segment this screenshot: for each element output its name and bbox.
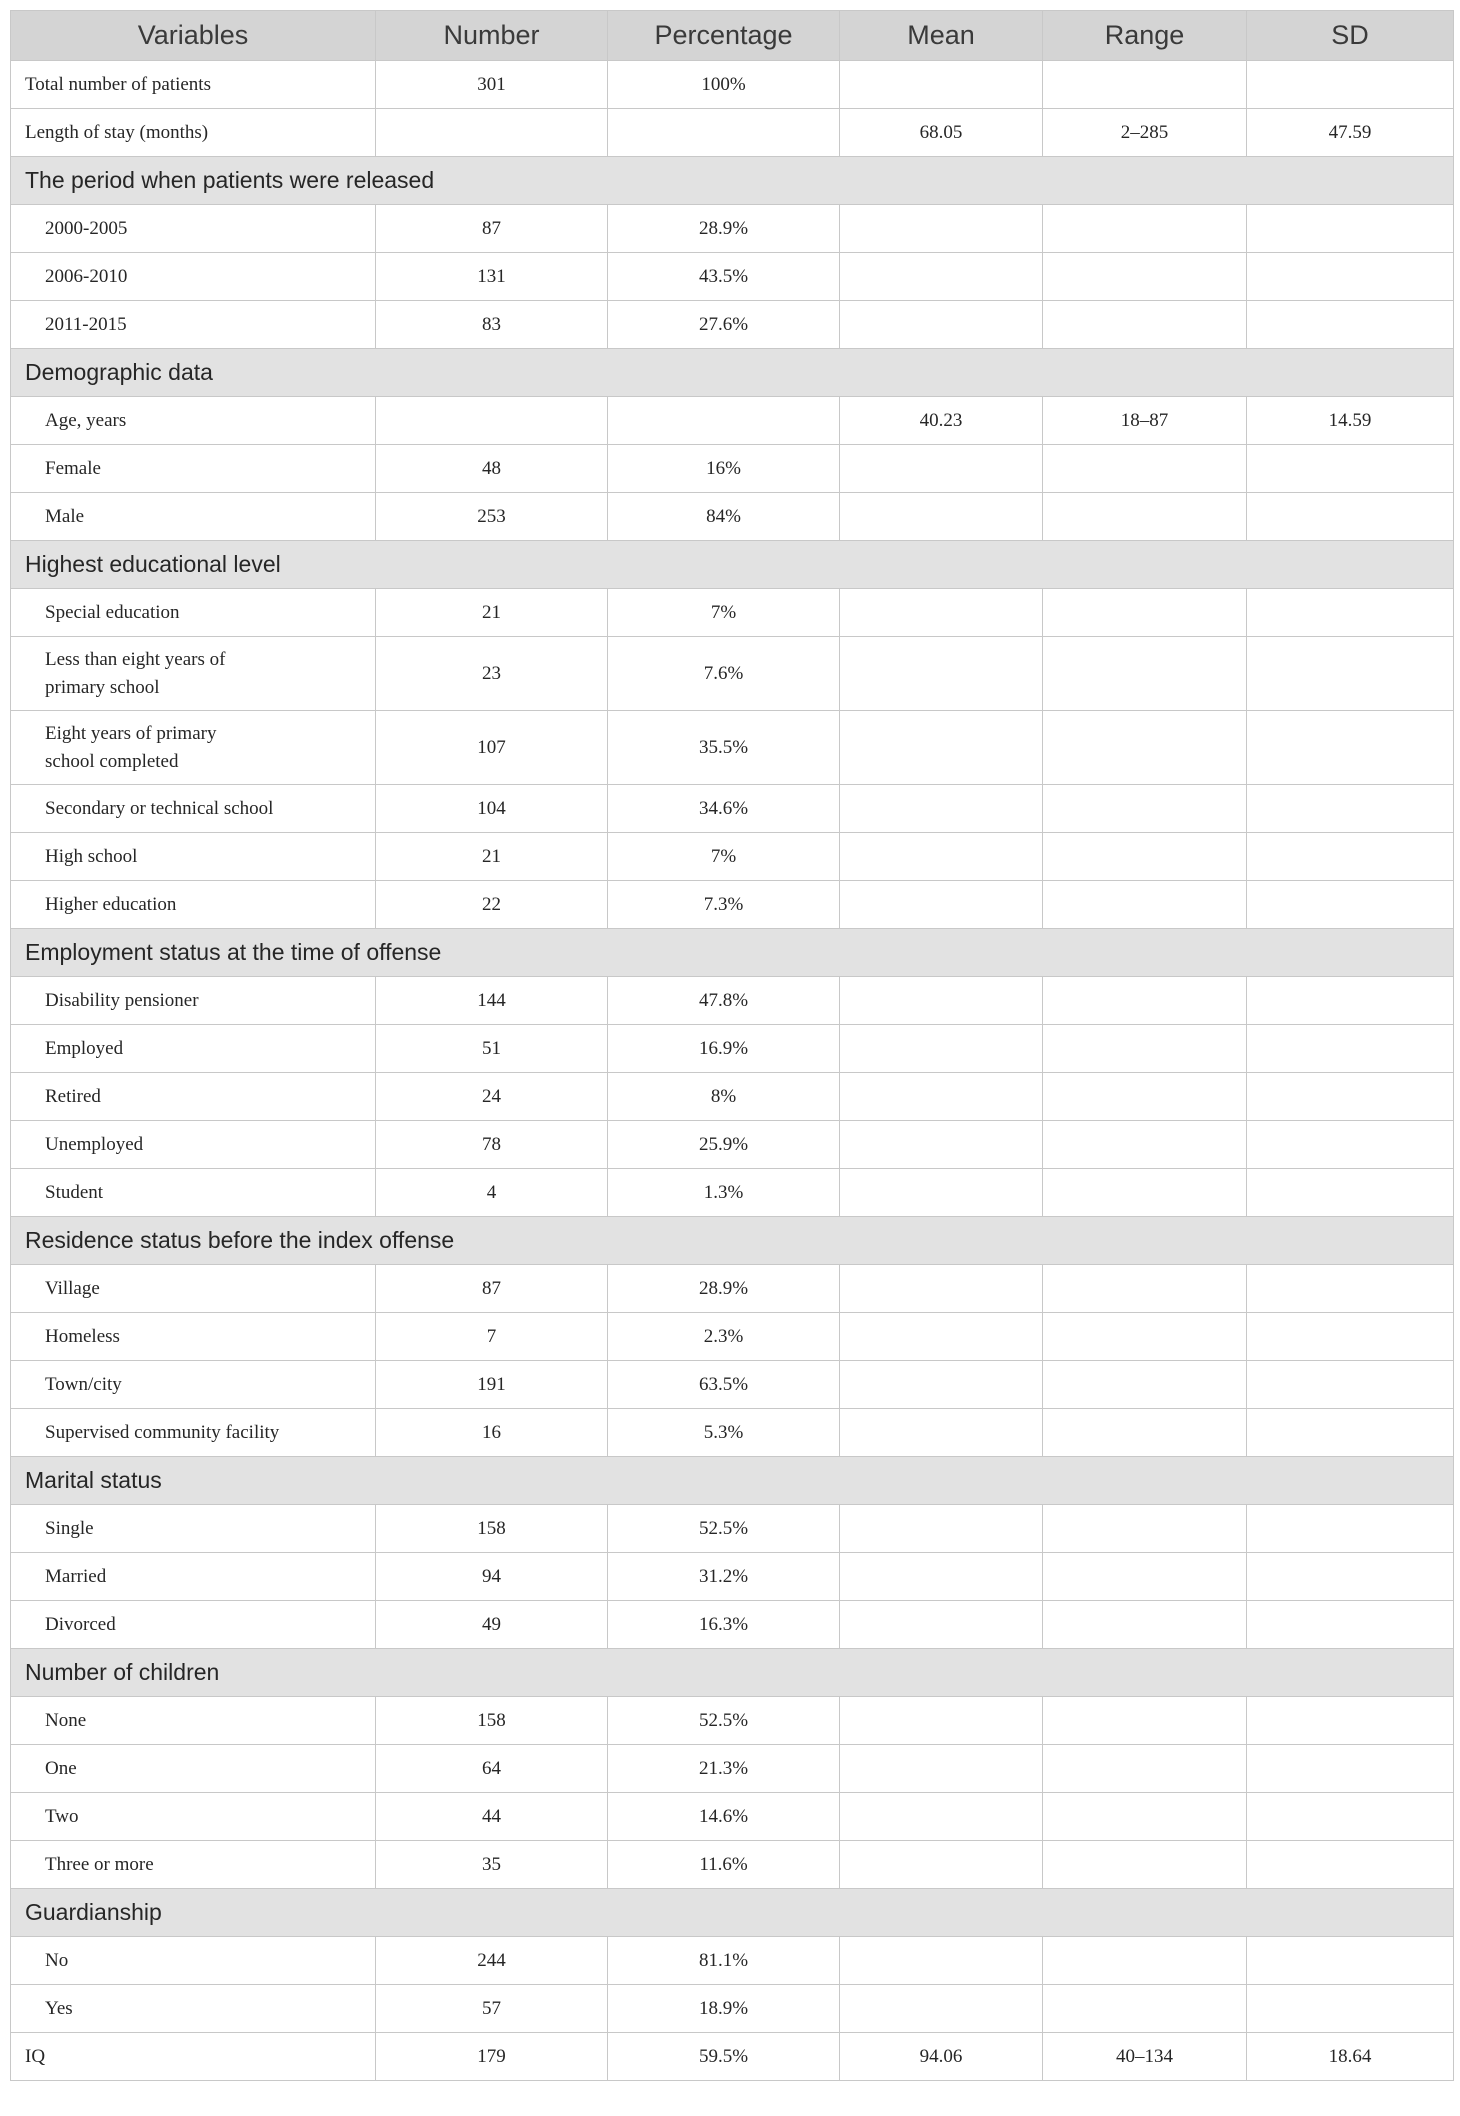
cell-sd (1247, 711, 1454, 785)
cell-sd (1247, 637, 1454, 711)
cell-sd (1247, 1601, 1454, 1649)
cell-sd: 47.59 (1247, 109, 1454, 157)
cell-range (1043, 1361, 1247, 1409)
cell-mean (840, 1937, 1043, 1985)
header-variables: Variables (11, 11, 376, 61)
cell-range (1043, 977, 1247, 1025)
cell-variable: Divorced (11, 1601, 376, 1649)
cell-mean (840, 61, 1043, 109)
section-title: Residence status before the index offense (11, 1217, 1454, 1265)
cell-percentage: 28.9% (608, 205, 840, 253)
section-header-row (11, 929, 1454, 977)
cell-number: 107 (376, 711, 608, 785)
cell-range: 18–87 (1043, 397, 1247, 445)
cell-variable (11, 637, 376, 711)
cell-number: 21 (376, 833, 608, 881)
cell-percentage: 52.5% (608, 1697, 840, 1745)
table-row (11, 1505, 1454, 1553)
section-header-row (11, 349, 1454, 397)
cell-sd (1247, 253, 1454, 301)
cell-mean (840, 253, 1043, 301)
cell-percentage: 16.9% (608, 1025, 840, 1073)
cell-sd (1247, 1121, 1454, 1169)
cell-range (1043, 1073, 1247, 1121)
table-row (11, 253, 1454, 301)
cell-range (1043, 1313, 1247, 1361)
cell-sd (1247, 1313, 1454, 1361)
table-row (11, 1313, 1454, 1361)
cell-sd (1247, 1841, 1454, 1889)
cell-range: 40–134 (1043, 2033, 1247, 2081)
cell-mean (840, 1409, 1043, 1457)
cell-variable: Town/city (11, 1361, 376, 1409)
cell-variable: Disability pensioner (11, 977, 376, 1025)
table-container (10, 10, 1453, 2081)
cell-variable: None (11, 1697, 376, 1745)
cell-mean (840, 445, 1043, 493)
cell-percentage: 81.1% (608, 1937, 840, 1985)
cell-percentage: 7% (608, 589, 840, 637)
cell-percentage: 100% (608, 61, 840, 109)
cell-sd (1247, 785, 1454, 833)
table-row (11, 1985, 1454, 2033)
cell-range (1043, 1505, 1247, 1553)
header-row (11, 11, 1454, 61)
cell-sd: 18.64 (1247, 2033, 1454, 2081)
cell-sd (1247, 1745, 1454, 1793)
cell-sd: 14.59 (1247, 397, 1454, 445)
table-row (11, 1697, 1454, 1745)
cell-percentage: 31.2% (608, 1553, 840, 1601)
table-row (11, 1409, 1454, 1457)
cell-variable: Employed (11, 1025, 376, 1073)
cell-sd (1247, 1505, 1454, 1553)
cell-percentage: 7.6% (608, 637, 840, 711)
cell-range (1043, 637, 1247, 711)
cell-mean: 40.23 (840, 397, 1043, 445)
cell-number: 21 (376, 589, 608, 637)
cell-range (1043, 589, 1247, 637)
cell-sd (1247, 881, 1454, 929)
cell-mean (840, 1697, 1043, 1745)
cell-variable: Higher education (11, 881, 376, 929)
section-title: The period when patients were released (11, 157, 1454, 205)
cell-variable: Special education (11, 589, 376, 637)
cell-sd (1247, 61, 1454, 109)
table-row (11, 1169, 1454, 1217)
cell-variable: 2000-2005 (11, 205, 376, 253)
cell-mean (840, 881, 1043, 929)
cell-variable: One (11, 1745, 376, 1793)
cell-variable: 2011-2015 (11, 301, 376, 349)
cell-variable: Village (11, 1265, 376, 1313)
cell-mean (840, 1841, 1043, 1889)
cell-range (1043, 711, 1247, 785)
table-row (11, 1025, 1454, 1073)
cell-number: 158 (376, 1697, 608, 1745)
cell-variable: 2006-2010 (11, 253, 376, 301)
cell-mean (840, 1553, 1043, 1601)
cell-number: 158 (376, 1505, 608, 1553)
header-mean: Mean (840, 11, 1043, 61)
section-title: Highest educational level (11, 541, 1454, 589)
cell-number: 48 (376, 445, 608, 493)
cell-variable: Secondary or technical school (11, 785, 376, 833)
cell-number (376, 397, 608, 445)
cell-percentage (608, 109, 840, 157)
cell-range (1043, 785, 1247, 833)
cell-number: 7 (376, 1313, 608, 1361)
cell-sd (1247, 445, 1454, 493)
cell-range (1043, 253, 1247, 301)
cell-percentage: 35.5% (608, 711, 840, 785)
cell-range (1043, 61, 1247, 109)
cell-range (1043, 1937, 1247, 1985)
cell-mean (840, 1073, 1043, 1121)
cell-variable: Unemployed (11, 1121, 376, 1169)
table-row (11, 711, 1454, 785)
cell-mean: 94.06 (840, 2033, 1043, 2081)
cell-variable: Female (11, 445, 376, 493)
cell-number: 16 (376, 1409, 608, 1457)
cell-sd (1247, 205, 1454, 253)
cell-range (1043, 1985, 1247, 2033)
cell-variable: Supervised community facility (11, 1409, 376, 1457)
cell-number: 23 (376, 637, 608, 711)
cell-percentage: 21.3% (608, 1745, 840, 1793)
cell-variable: High school (11, 833, 376, 881)
header-percentage: Percentage (608, 11, 840, 61)
cell-mean (840, 785, 1043, 833)
table-row (11, 1601, 1454, 1649)
section-header-row (11, 541, 1454, 589)
table-row (11, 2033, 1454, 2081)
cell-variable: Total number of patients (11, 61, 376, 109)
cell-percentage: 7% (608, 833, 840, 881)
cell-range (1043, 1841, 1247, 1889)
cell-variable: IQ (11, 2033, 376, 2081)
cell-sd (1247, 589, 1454, 637)
cell-number: 94 (376, 1553, 608, 1601)
cell-range (1043, 1169, 1247, 1217)
cell-mean (840, 833, 1043, 881)
cell-mean (840, 1025, 1043, 1073)
cell-sd (1247, 1793, 1454, 1841)
cell-variable: Age, years (11, 397, 376, 445)
table-row (11, 493, 1454, 541)
cell-percentage: 47.8% (608, 977, 840, 1025)
cell-variable: Homeless (11, 1313, 376, 1361)
section-header-row (11, 1217, 1454, 1265)
cell-number: 131 (376, 253, 608, 301)
cell-variable: Single (11, 1505, 376, 1553)
cell-sd (1247, 1697, 1454, 1745)
cell-number: 191 (376, 1361, 608, 1409)
cell-number: 78 (376, 1121, 608, 1169)
table-row (11, 301, 1454, 349)
cell-range (1043, 1745, 1247, 1793)
header-number: Number (376, 11, 608, 61)
cell-sd (1247, 1169, 1454, 1217)
section-title: Guardianship (11, 1889, 1454, 1937)
cell-number: 179 (376, 2033, 608, 2081)
cell-percentage: 11.6% (608, 1841, 840, 1889)
cell-number: 104 (376, 785, 608, 833)
cell-mean (840, 1505, 1043, 1553)
table-body (11, 61, 1454, 2081)
cell-number: 49 (376, 1601, 608, 1649)
cell-range (1043, 445, 1247, 493)
cell-percentage: 16% (608, 445, 840, 493)
cell-sd (1247, 301, 1454, 349)
cell-variable: Length of stay (months) (11, 109, 376, 157)
cell-range (1043, 205, 1247, 253)
cell-number: 22 (376, 881, 608, 929)
cell-percentage: 25.9% (608, 1121, 840, 1169)
cell-number: 57 (376, 1985, 608, 2033)
cell-mean (840, 589, 1043, 637)
cell-percentage: 2.3% (608, 1313, 840, 1361)
cell-number: 44 (376, 1793, 608, 1841)
table-row (11, 1073, 1454, 1121)
section-header-row (11, 157, 1454, 205)
cell-number: 64 (376, 1745, 608, 1793)
cell-sd (1247, 833, 1454, 881)
cell-number: 87 (376, 205, 608, 253)
cell-mean (840, 301, 1043, 349)
cell-number: 83 (376, 301, 608, 349)
cell-number: 301 (376, 61, 608, 109)
cell-mean (840, 1169, 1043, 1217)
table-row (11, 445, 1454, 493)
section-title: Number of children (11, 1649, 1454, 1697)
cell-range (1043, 1601, 1247, 1649)
table-header (11, 11, 1454, 61)
section-title: Marital status (11, 1457, 1454, 1505)
cell-percentage: 7.3% (608, 881, 840, 929)
table-row (11, 881, 1454, 929)
cell-variable-text: Eight years of primary school completed (45, 722, 217, 772)
table-row (11, 205, 1454, 253)
table-row (11, 109, 1454, 157)
cell-mean (840, 1361, 1043, 1409)
cell-mean (840, 205, 1043, 253)
table-row (11, 1265, 1454, 1313)
cell-sd (1247, 1025, 1454, 1073)
cell-range (1043, 1793, 1247, 1841)
cell-percentage: 63.5% (608, 1361, 840, 1409)
cell-number: 253 (376, 493, 608, 541)
cell-range (1043, 493, 1247, 541)
header-sd: SD (1247, 11, 1454, 61)
cell-mean (840, 1313, 1043, 1361)
cell-percentage: 18.9% (608, 1985, 840, 2033)
cell-mean (840, 1265, 1043, 1313)
cell-range (1043, 1121, 1247, 1169)
cell-mean (840, 977, 1043, 1025)
cell-number: 244 (376, 1937, 608, 1985)
cell-mean (840, 1121, 1043, 1169)
table-row (11, 1745, 1454, 1793)
cell-variable: Three or more (11, 1841, 376, 1889)
cell-sd (1247, 1937, 1454, 1985)
cell-percentage: 5.3% (608, 1409, 840, 1457)
table-row (11, 977, 1454, 1025)
section-title: Demographic data (11, 349, 1454, 397)
cell-variable: Student (11, 1169, 376, 1217)
table-row (11, 1793, 1454, 1841)
cell-percentage: 59.5% (608, 2033, 840, 2081)
section-header-row (11, 1889, 1454, 1937)
table-row (11, 1841, 1454, 1889)
table-row (11, 1553, 1454, 1601)
cell-sd (1247, 493, 1454, 541)
cell-mean: 68.05 (840, 109, 1043, 157)
cell-percentage: 16.3% (608, 1601, 840, 1649)
table-row (11, 589, 1454, 637)
cell-percentage: 27.6% (608, 301, 840, 349)
cell-number: 144 (376, 977, 608, 1025)
cell-number: 87 (376, 1265, 608, 1313)
cell-range (1043, 1025, 1247, 1073)
cell-percentage: 43.5% (608, 253, 840, 301)
cell-range (1043, 1553, 1247, 1601)
cell-range: 2–285 (1043, 109, 1247, 157)
cell-number: 4 (376, 1169, 608, 1217)
cell-variable: Two (11, 1793, 376, 1841)
cell-mean (840, 637, 1043, 711)
cell-percentage: 34.6% (608, 785, 840, 833)
cell-percentage: 14.6% (608, 1793, 840, 1841)
cell-sd (1247, 1361, 1454, 1409)
cell-sd (1247, 1553, 1454, 1601)
section-header-row (11, 1649, 1454, 1697)
cell-variable: No (11, 1937, 376, 1985)
cell-range (1043, 833, 1247, 881)
cell-variable: Yes (11, 1985, 376, 2033)
cell-percentage: 84% (608, 493, 840, 541)
cell-percentage (608, 397, 840, 445)
cell-mean (840, 711, 1043, 785)
cell-range (1043, 1409, 1247, 1457)
cell-range (1043, 301, 1247, 349)
cell-variable-text: Less than eight years of primary school (45, 648, 226, 698)
cell-mean (840, 1601, 1043, 1649)
cell-variable: Retired (11, 1073, 376, 1121)
cell-number: 35 (376, 1841, 608, 1889)
cell-sd (1247, 977, 1454, 1025)
cell-number: 51 (376, 1025, 608, 1073)
cell-number: 24 (376, 1073, 608, 1121)
table-row (11, 1121, 1454, 1169)
cell-range (1043, 1265, 1247, 1313)
section-header-row (11, 1457, 1454, 1505)
table-row (11, 637, 1454, 711)
section-title: Employment status at the time of offense (11, 929, 1454, 977)
cell-percentage: 1.3% (608, 1169, 840, 1217)
cell-variable (11, 711, 376, 785)
header-range: Range (1043, 11, 1247, 61)
table-row (11, 833, 1454, 881)
cell-range (1043, 881, 1247, 929)
cell-mean (840, 1793, 1043, 1841)
cell-range (1043, 1697, 1247, 1745)
table-row (11, 61, 1454, 109)
table-row (11, 397, 1454, 445)
cell-variable: Male (11, 493, 376, 541)
cell-percentage: 28.9% (608, 1265, 840, 1313)
cell-sd (1247, 1073, 1454, 1121)
table-row (11, 1361, 1454, 1409)
cell-variable: Married (11, 1553, 376, 1601)
cell-percentage: 52.5% (608, 1505, 840, 1553)
table-row (11, 1937, 1454, 1985)
cell-mean (840, 1985, 1043, 2033)
cell-number (376, 109, 608, 157)
cell-mean (840, 1745, 1043, 1793)
cell-sd (1247, 1265, 1454, 1313)
patient-characteristics-table (10, 10, 1454, 2081)
table-row (11, 785, 1454, 833)
cell-sd (1247, 1985, 1454, 2033)
cell-sd (1247, 1409, 1454, 1457)
cell-mean (840, 493, 1043, 541)
cell-percentage: 8% (608, 1073, 840, 1121)
